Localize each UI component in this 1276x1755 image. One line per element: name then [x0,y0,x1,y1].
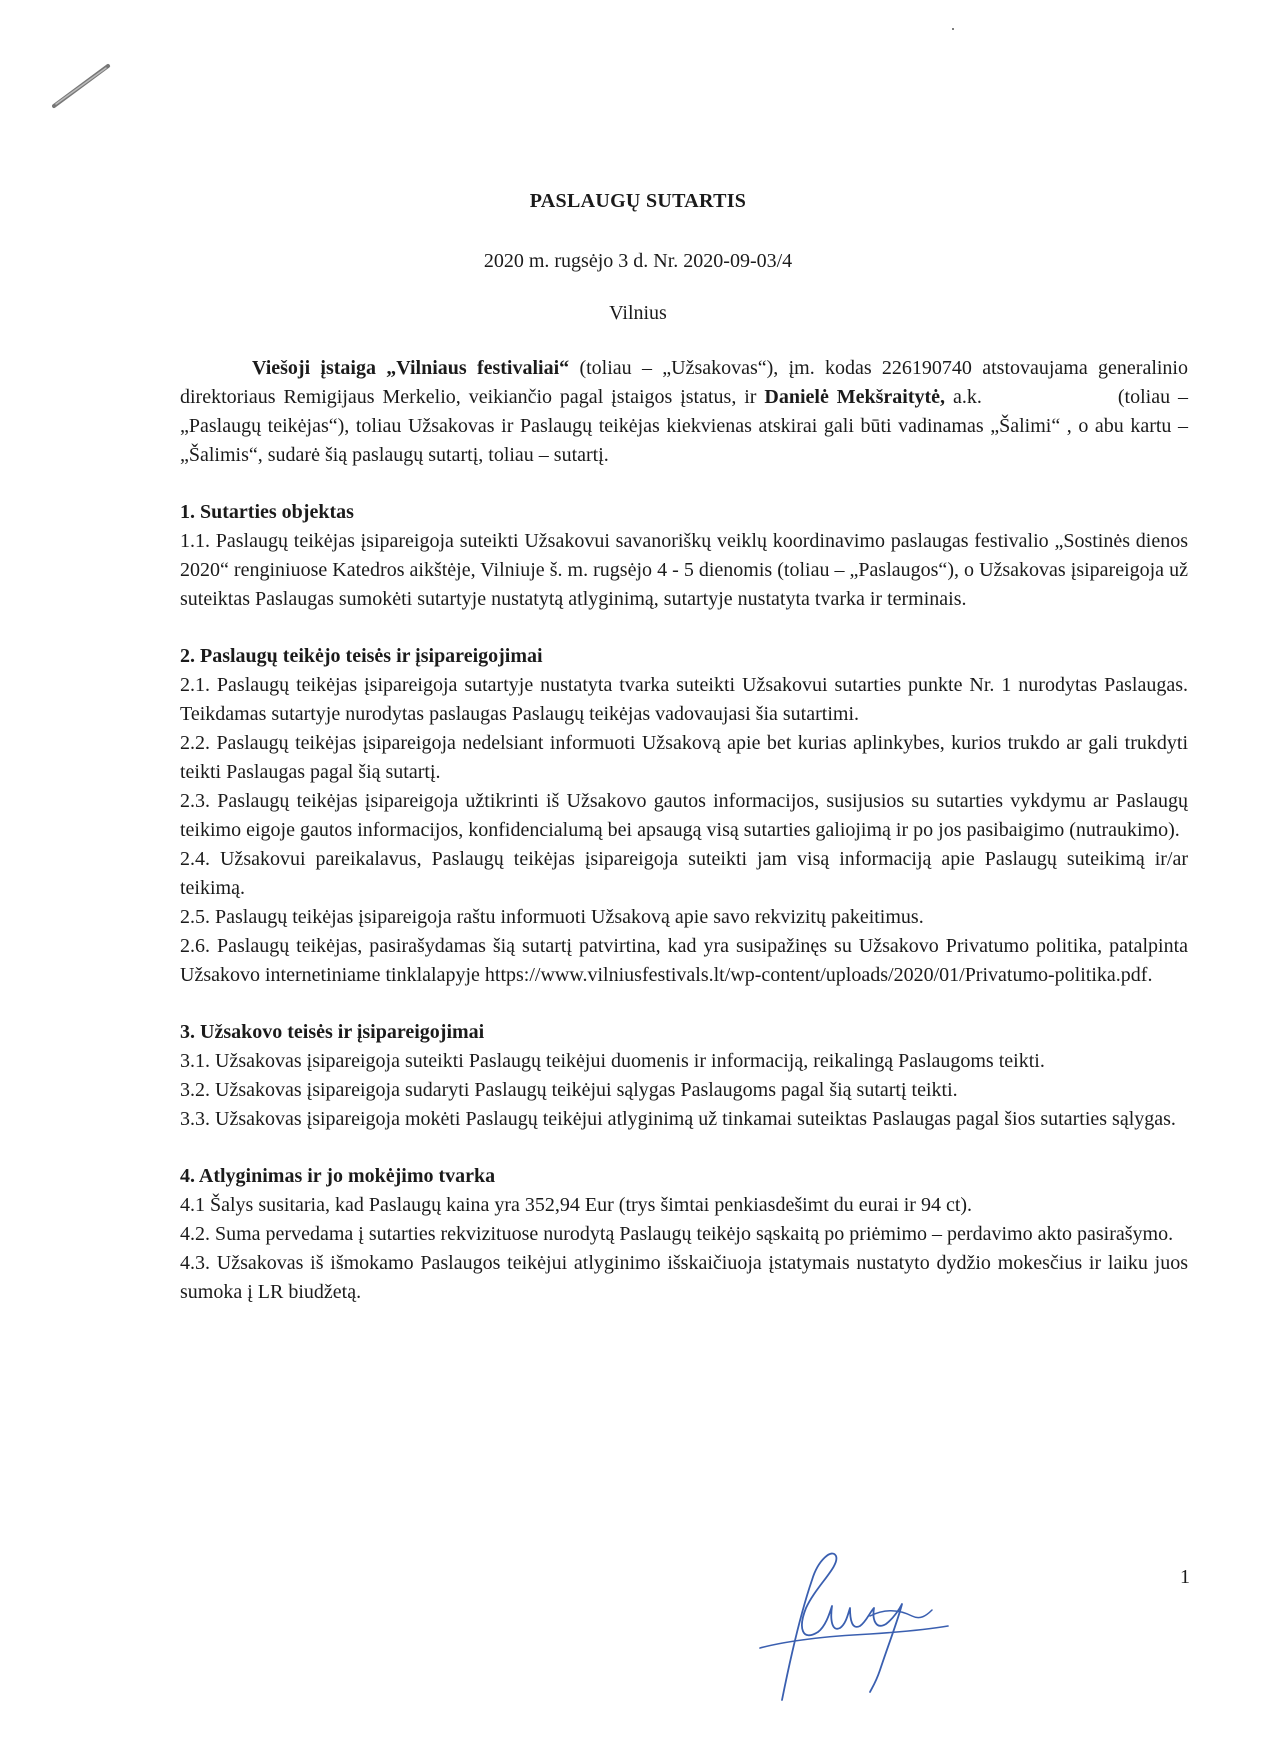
section-1-heading: 1. Sutarties objektas [180,501,354,523]
document-dateline: 2020 m. rugsėjo 3 d. Nr. 2020-09-03/4 [483,250,793,272]
intro-paragraph [180,354,1188,470]
page-number: 1 [1180,1566,1190,1588]
clause-2-3: 2.3. Paslaugų teikėjas įsipareigoja užtikrinti iš Užsakovo gautos informacijos, susijusios su sutarties vykdymu ar Paslaugų teikimo eigoje gautos informacijos, konfidencialumą bei apsaugą visą sutarties galiojimą ir po jos pasibaigimo (nutraukimo). [180,790,1188,841]
section-3-heading: 3. Užsakovo teisės ir įsipareigojimai [180,1021,485,1043]
speck-mark [952,28,954,30]
clause-2-1: 2.1. Paslaugų teikėjas įsipareigoja sutartyje nustatyta tvarka suteikti Užsakovui sutarties punkte Nr. 1 nurodytas Paslaugas. Teikdamas sutartyje nurodytas paslaugas Paslaugų teikėjas vadovaujasi šia sutartimi. [180,674,1188,725]
clause-4-2: 4.2. Suma pervedama į sutarties rekvizituose nurodytą Paslaugų teikėjo sąskaitą po priėmimo – perdavimo akto pasirašymo. [180,1223,1174,1245]
pen-stroke-mark-icon [52,62,112,112]
spacer [180,1134,1188,1162]
clause-3-2: 3.2. Užsakovas įsipareigoja sudaryti Paslaugų teikėjui sąlygas Paslaugoms pagal šią sutartį teikti. [180,1079,958,1101]
clause-4-3: 4.3. Užsakovas iš išmokamo Paslaugos teikėjui atlyginimo išskaičiuoja įstatymais nustatyto dydžio mokesčius ir laiku juos sumoka į LR biudžetą. [180,1252,1188,1303]
clause-2-4: 2.4. Užsakovui pareikalavus, Paslaugų teikėjas įsipareigoja suteikti jam visą informaciją apie Paslaugų suteikimą ir/ar teikimą. [180,848,1188,899]
party1-name: Viešoji įstaiga „Vilniaus festivaliai“ [252,357,570,379]
section-2-heading: 2. Paslaugų teikėjo teisės ir įsipareigojimai [180,645,543,667]
handwritten-signature-icon [720,1520,960,1720]
spacer [180,470,1188,498]
clause-1-1: 1.1. Paslaugų teikėjas įsipareigoja suteikti Užsakovui savanoriškų veiklų koordinavimo paslaugas festivalio „Sostinės dienos 2020“ renginiuose Katedros aikštėje, Vilniuje š. m. rugsėjo 4 - 5 dienomis (toliau – „Paslaugos“), o Užsakovas įsipareigoja už suteiktas Paslaugas sumokėti sutartyje nustatytą atlyginimą, sutartyje nustatyta tvarka ir terminais. [180,530,1188,610]
spacer [180,614,1188,642]
intro-text-c: (toliau – „Paslaugų teikėjas“), toliau Užsakovas ir Paslaugų teikėjas kiekvienas atskirai gali būti vadinamas „Šalimi“ , o abu kartu – „Šalimis“, sudarė šią paslaugų sutartį, toliau – sutartį. [180,386,1188,466]
document-city: Vilnius [609,302,667,324]
clause-4-1: 4.1 Šalys susitaria, kad Paslaugų kaina yra 352,94 Eur (trys šimtai penkiasdešimt du eurai ir 94 ct). [180,1194,973,1216]
section-4-heading: 4. Atlyginimas ir jo mokėjimo tvarka [180,1165,496,1187]
clause-2-2: 2.2. Paslaugų teikėjas įsipareigoja nedelsiant informuoti Užsakovą apie bet kurias aplinkybes, kurios trukdo ar gali trukdyti teikti Paslaugas pagal šią sutartį. [180,732,1188,783]
clause-3-1: 3.1. Užsakovas įsipareigoja suteikti Paslaugų teikėjui duomenis ir informaciją, reikalingą Paslaugoms teikti. [180,1050,1045,1072]
contract-body [180,354,1188,1307]
spacer [180,990,1188,1018]
clause-3-3: 3.3. Užsakovas įsipareigoja mokėti Paslaugų teikėjui atlyginimą už tinkamai suteiktas Paslaugas pagal šios sutarties sąlygas. [180,1108,1176,1130]
intro-text-a: (toliau – „Užsakovas“), įm. kodas 226190740 atstovaujama generalinio direktoriaus Remigijaus Merkelio, veikiančio pagal įstaigos įstatus, ir [180,357,1188,408]
clause-2-5: 2.5. Paslaugų teikėjas įsipareigoja raštu informuoti Užsakovą apie savo rekvizitų pakeitimus. [180,906,924,928]
intro-text-b: a.k. [945,386,982,408]
party2-name: Danielė Mekšraitytė, [764,386,946,408]
clause-2-6: 2.6. Paslaugų teikėjas, pasirašydamas šią sutartį patvirtina, kad yra susipažinęs su Užsakovo Privatumo politika, patalpinta Užsakovo internetiniame tinklalapyje https://www.vilniusfestivals.lt/wp-content/uploads/2020/01/Privatumo-politika.pdf. [180,935,1188,986]
document-title: PASLAUGŲ SUTARTIS [529,190,747,212]
